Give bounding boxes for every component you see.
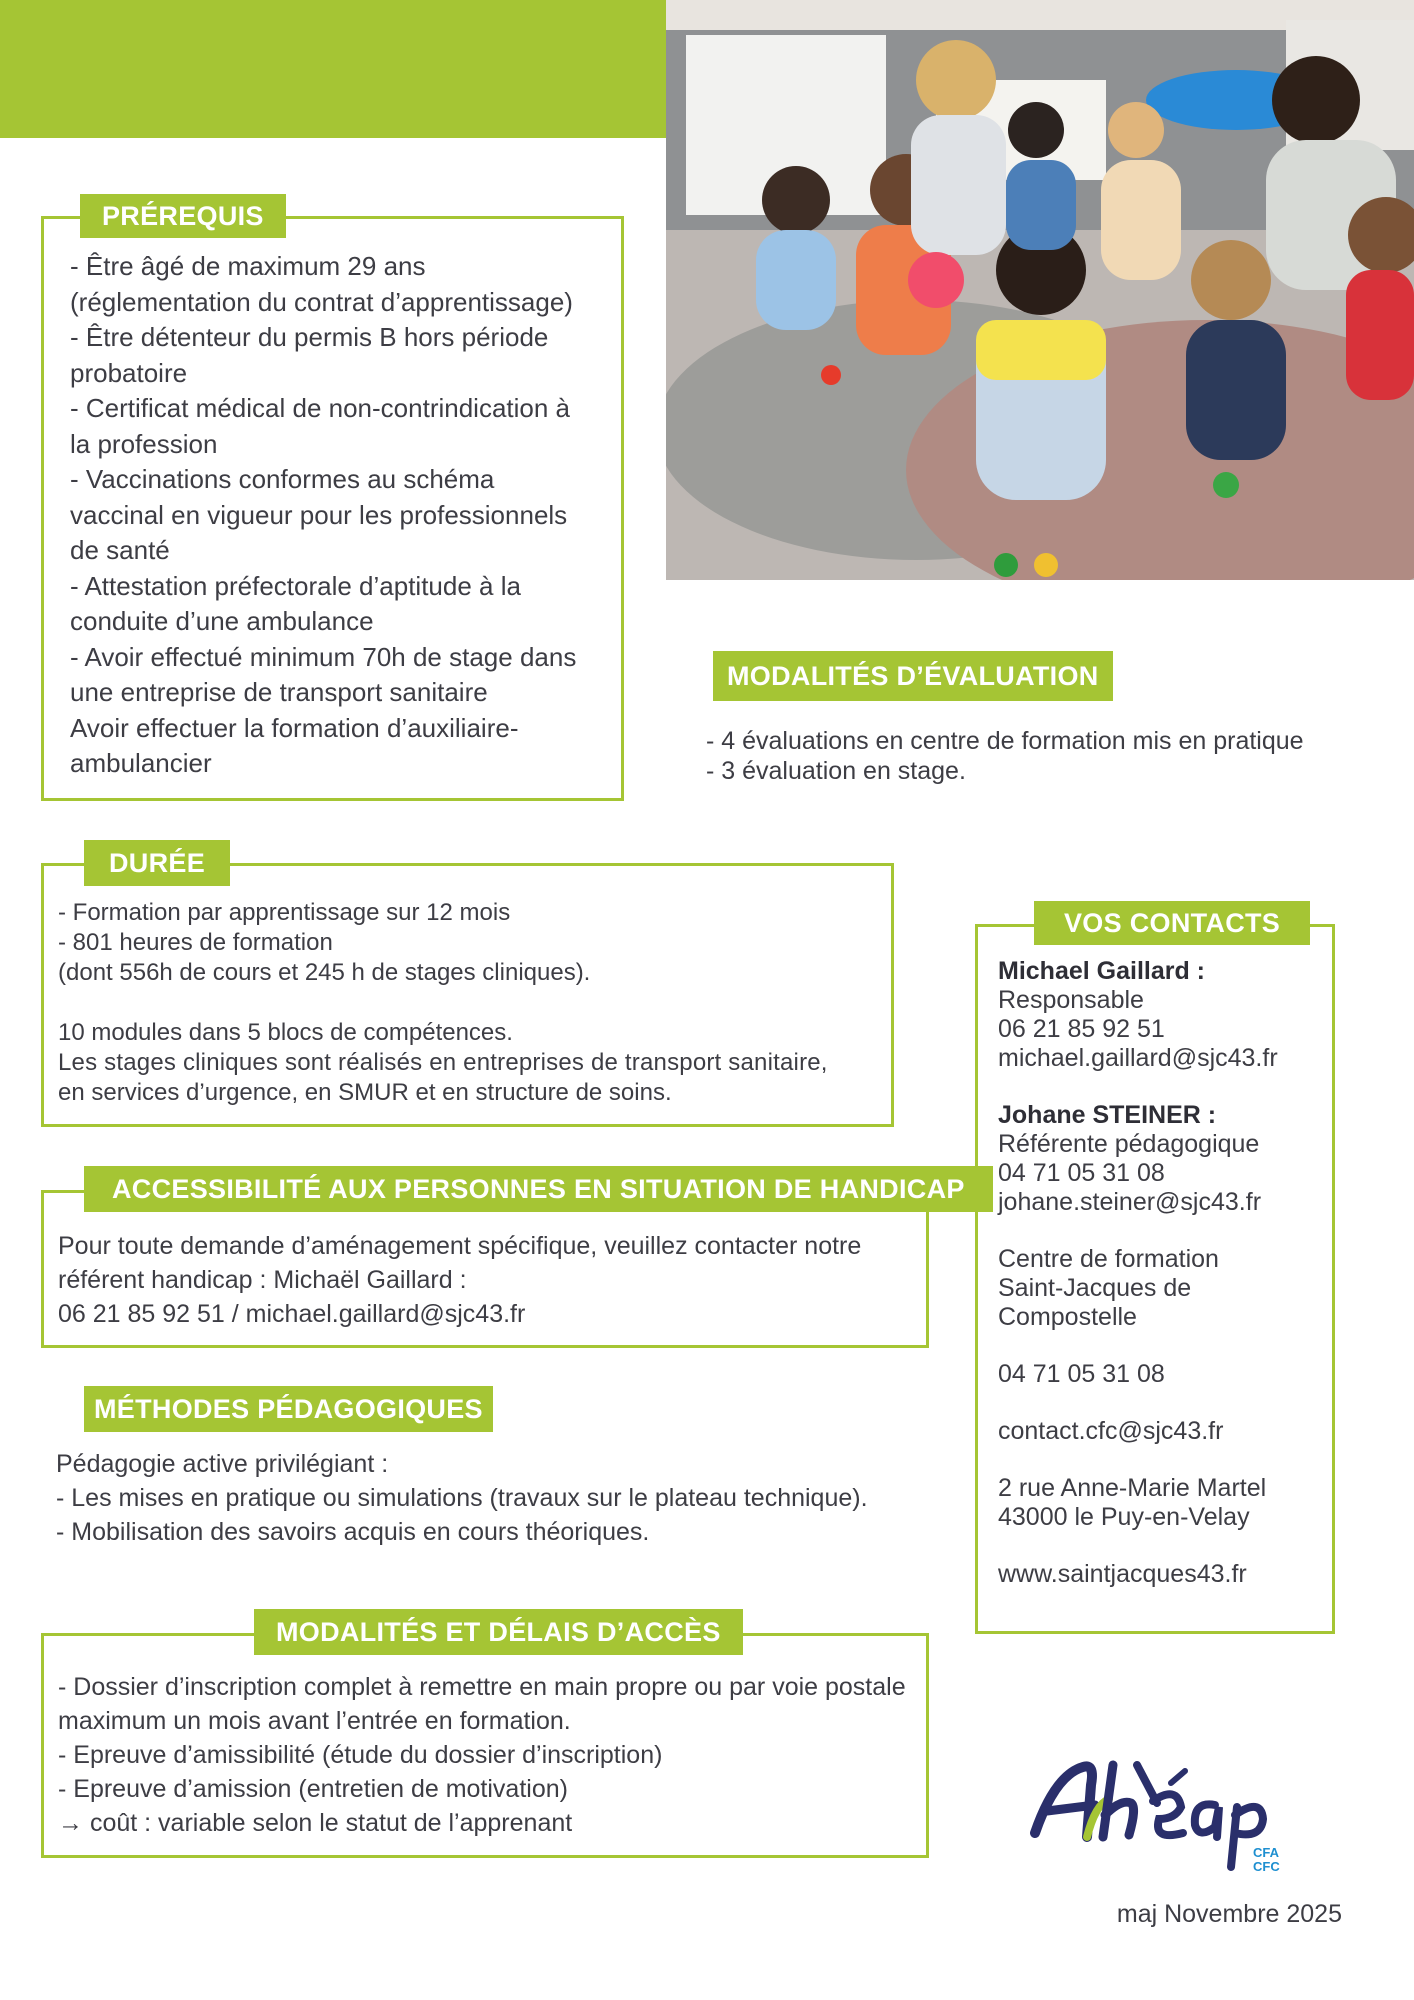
paragraph-line: Pour toute demande d’aménagement spécifique, veuillez contacter notre [58, 1232, 862, 1260]
list-item: - Être détenteur du permis B hors période [70, 322, 549, 352]
acces-list [58, 1670, 906, 1840]
duree-title: DURÉE [84, 840, 230, 886]
classroom-photo [666, 0, 1414, 580]
list-item: - 4 évaluations en centre de formation mis en pratique [706, 727, 1304, 755]
spacer [58, 988, 828, 1018]
accessibilite-box [41, 1190, 929, 1348]
list-item: - Formation par apprentissage sur 12 mois [58, 899, 511, 926]
accessibilite-title: ACCESSIBILITÉ AUX PERSONNES EN SITUATION DE HANDICAP [84, 1166, 993, 1212]
duree-box [41, 863, 894, 1127]
prerequis-box [41, 216, 624, 801]
spacer [998, 1332, 1278, 1360]
contact-phone[interactable]: 06 21 85 92 51 [998, 1015, 1165, 1043]
akteap-logo [1025, 1745, 1295, 1875]
duree-list [58, 898, 828, 1108]
spacer [998, 1389, 1278, 1417]
address-line: 2 rue Anne-Marie Martel [998, 1474, 1267, 1502]
prerequis-title: PRÉREQUIS [80, 194, 286, 238]
contacts-title: VOS CONTACTS [1034, 901, 1310, 945]
list-item: - Les mises en pratique ou simulations (travaux sur le plateau technique). [56, 1484, 868, 1512]
list-item: - Être âgé de maximum 29 ans [70, 251, 426, 281]
list-item: - Epreuve d’amission (entretien de motivation) [58, 1775, 568, 1803]
list-item: (dont 556h de cours et 245 h de stages cliniques). [58, 959, 591, 986]
spacer [998, 1073, 1278, 1101]
list-item: → coût : variable selon le statut de l’apprenant [58, 1809, 573, 1837]
list-item: en services d’urgence, en SMUR et en structure de soins. [58, 1079, 672, 1106]
centre-name-line: Compostelle [998, 1303, 1137, 1331]
list-item: maximum un mois avant l’entrée en formation. [58, 1707, 571, 1735]
list-item: ambulancier [70, 748, 212, 778]
list-item: une entreprise de transport sanitaire [70, 677, 488, 707]
evaluation-list [706, 726, 1304, 786]
centre-phone[interactable]: 04 71 05 31 08 [998, 1360, 1165, 1388]
address-line: 43000 le Puy-en-Velay [998, 1503, 1250, 1531]
list-item: - Vaccinations conformes au schéma [70, 464, 495, 494]
list-item: - Mobilisation des savoirs acquis en cours théoriques. [56, 1518, 650, 1546]
contact-email[interactable]: michael.gaillard@sjc43.fr [998, 1044, 1278, 1072]
prerequis-list [70, 249, 576, 782]
list-item: - Certificat médical de non-contrindication à [70, 393, 571, 423]
accessibilite-text [58, 1229, 861, 1331]
list-item: - Epreuve d’amissibilité (étude du dossier d’inscription) [58, 1741, 663, 1769]
logo-subtext-cfc: CFC [1253, 1859, 1280, 1874]
contact-name: Johane STEINER : [998, 1101, 1217, 1129]
list-item: (réglementation du contrat d’apprentissage) [70, 286, 573, 317]
centre-name-line: Centre de formation [998, 1245, 1219, 1273]
spacer [998, 1446, 1278, 1474]
list-item: Pédagogie active privilégiant : [56, 1450, 389, 1478]
spacer [998, 1217, 1278, 1245]
contact-role: Référente pédagogique [998, 1130, 1260, 1158]
contact-phone[interactable]: 04 71 05 31 08 [998, 1159, 1165, 1187]
spacer [998, 1532, 1278, 1560]
list-item: la profession [70, 428, 218, 459]
paragraph-line: 06 21 85 92 51 / michael.gaillard@sjc43.fr [58, 1300, 526, 1328]
logo-subtext-cfa: CFA [1253, 1845, 1279, 1860]
header-accent-bar [0, 0, 666, 138]
centre-name-line: Saint-Jacques de [998, 1274, 1192, 1302]
acces-title: MODALITÉS ET DÉLAIS D’ACCÈS [254, 1609, 743, 1655]
evaluation-title: MODALITÉS D’ÉVALUATION [713, 651, 1113, 701]
list-item: 10 modules dans 5 blocs de compétences. [58, 1019, 513, 1046]
list-item: probatoire [70, 357, 188, 388]
contact-role: Responsable [998, 986, 1144, 1014]
list-item: de santé [70, 535, 170, 565]
list-item: - 801 heures de formation [58, 929, 333, 956]
contact-email[interactable]: johane.steiner@sjc43.fr [998, 1188, 1262, 1216]
contacts-list [998, 957, 1278, 1589]
list-item: conduite d’une ambulance [70, 606, 374, 636]
acces-box [41, 1633, 929, 1858]
list-item: - Avoir effectué minimum 70h de stage dans [70, 641, 577, 672]
list-item: - 3 évaluation en stage. [706, 757, 966, 785]
paragraph-line: référent handicap : Michaël Gaillard : [58, 1266, 467, 1294]
list-item: Les stages cliniques sont réalisés en entreprises de transport sanitaire, [58, 1049, 828, 1076]
contact-name: Michael Gaillard : [998, 957, 1206, 985]
centre-email[interactable]: contact.cfc@sjc43.fr [998, 1417, 1224, 1445]
list-item: Avoir effectuer la formation d’auxiliaire- [70, 712, 519, 743]
website-link[interactable]: www.saintjacques43.fr [998, 1560, 1247, 1588]
methodes-list [56, 1447, 868, 1549]
list-item: - Dossier d’inscription complet à remettre en main propre ou par voie postale [58, 1673, 906, 1701]
list-item: vaccinal en vigueur pour les professionnels [70, 499, 568, 530]
list-item: - Attestation préfectorale d’aptitude à la [70, 570, 521, 601]
contacts-box [975, 924, 1335, 1634]
update-date: maj Novembre 2025 [1116, 1900, 1342, 1928]
methodes-title: MÉTHODES PÉDAGOGIQUES [84, 1386, 493, 1432]
